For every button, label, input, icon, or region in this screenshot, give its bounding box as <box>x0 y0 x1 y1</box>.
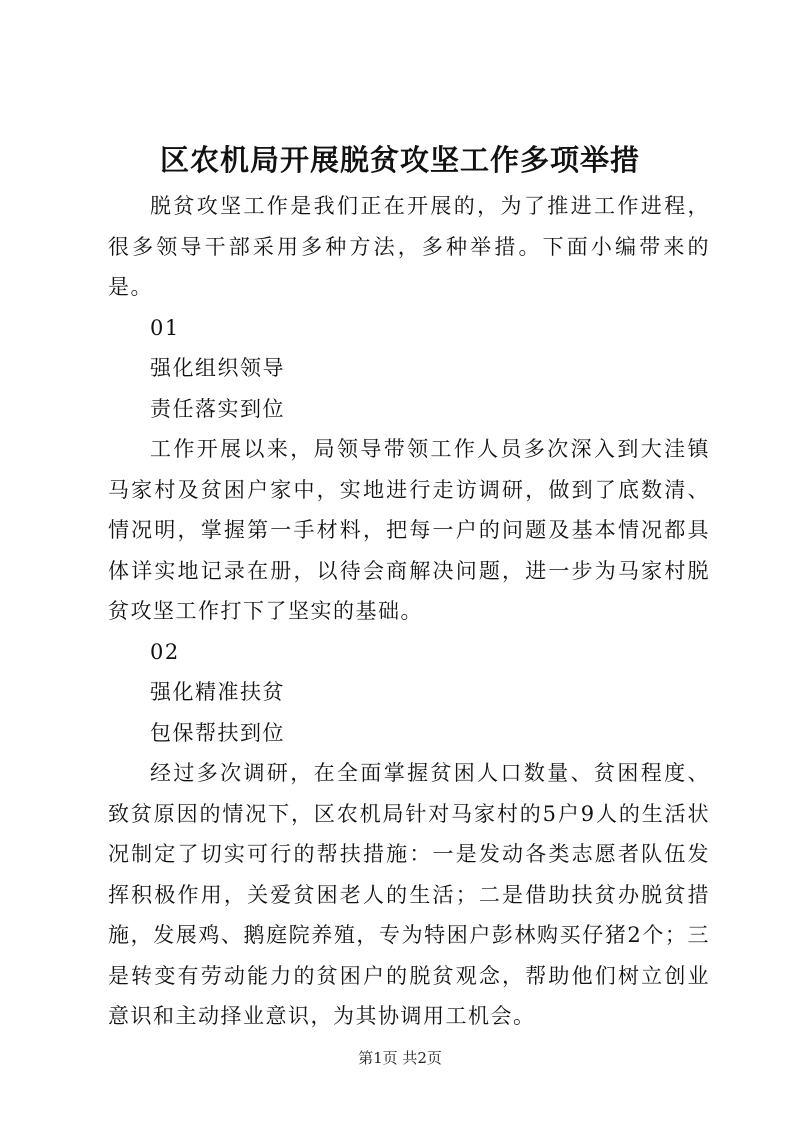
document-title: 区农机局开展脱贫攻坚工作多项举措 <box>159 143 640 177</box>
page-footer: 第1页 共2页 <box>358 1049 442 1067</box>
section-heading-1: 强化组织领导 <box>150 356 285 380</box>
section-number-01: 01 <box>150 315 180 340</box>
section-subheading-2: 包保帮扶到位 <box>150 720 285 745</box>
section-number-02: 02 <box>150 639 180 664</box>
section-subheading-1: 责任落实到位 <box>150 396 285 421</box>
paragraph-section-2: 经过多次调研，在全面掌握贫困人口数量、贫困程度、致贫原因的情况下，区农机局针对马家村的5户9人的生活状况制定了切实可行的帮扶措施：一是发动各类志愿者队伍发挥积极作用，关爱贫困老人的生活；二是借助扶贫办脱贫措施，发展鸡、鹅庭院养殖，专为特困户彭林购买仔猪2个；三是转变有劳动能力的贫困户的脱贫观念，帮助他们树立创业意识和主动择业意识，为其协调用工机会。 <box>108 761 710 1028</box>
document-body <box>108 186 710 1037</box>
section-heading-2: 强化精准扶贫 <box>150 680 285 704</box>
paragraph-section-1: 工作开展以来，局领导带领工作人员多次深入到大洼镇马家村及贫困户家中，实地进行走访调研，做到了底数清、情况明，掌握第一手材料，把每一户的问题及基本情况都具体详实地记录在册，以待会商解决问题，进一步为马家村脱贫攻坚工作打下了坚实的基础。 <box>108 437 710 623</box>
paragraph-intro: 脱贫攻坚工作是我们正在开展的，为了推进工作进程，很多领导干部采用多种方法，多种举措。下面小编带来的是。 <box>108 194 710 299</box>
